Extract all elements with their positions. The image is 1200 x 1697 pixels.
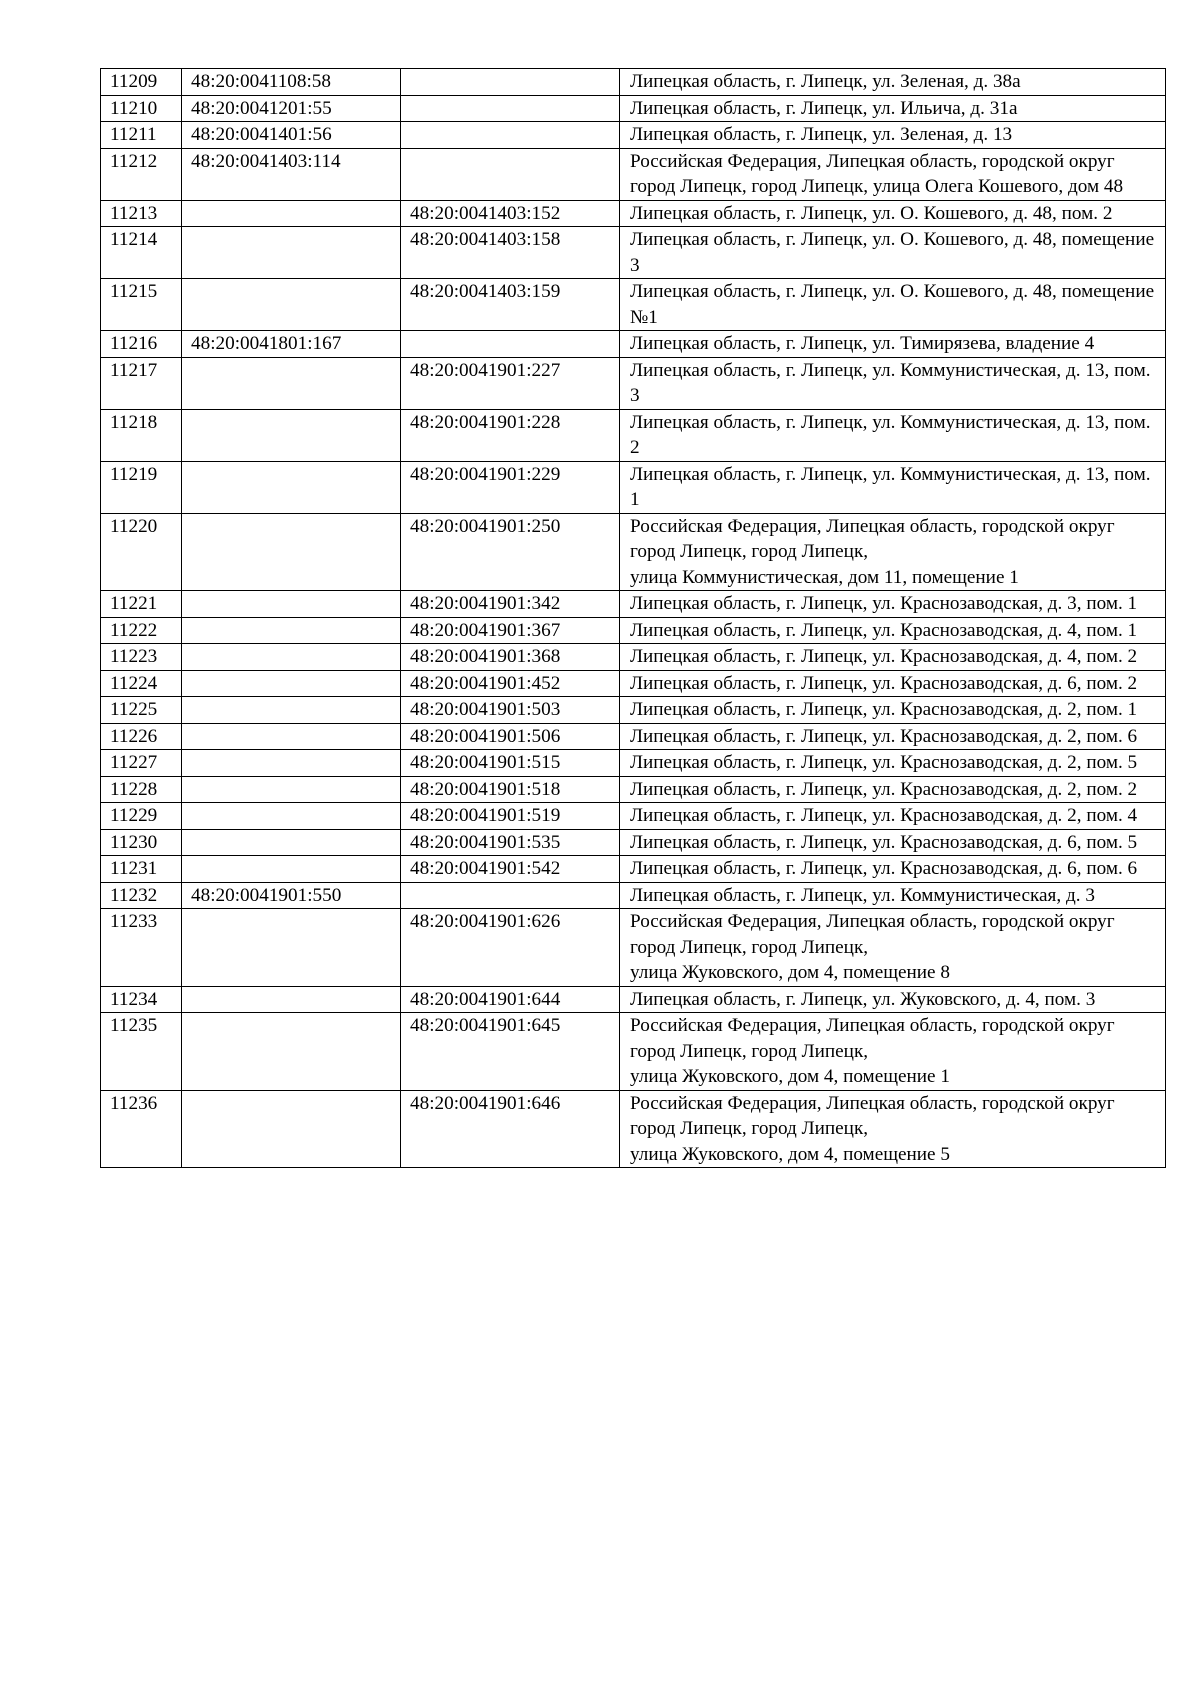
premise-cadastral-number-cell: 48:20:0041901:506 <box>401 723 620 750</box>
land-cadastral-number-cell <box>182 986 401 1013</box>
land-cadastral-number-cell <box>182 357 401 409</box>
table-row <box>101 644 1166 671</box>
row-number-cell: 11222 <box>101 617 182 644</box>
address-cell: Липецкая область, г. Липецк, ул. Краснозаводская, д. 2, пом. 6 <box>620 723 1166 750</box>
land-cadastral-number-cell <box>182 723 401 750</box>
row-number-cell: 11210 <box>101 95 182 122</box>
premise-cadastral-number-cell <box>401 331 620 358</box>
document-page <box>100 68 1165 1168</box>
table-row <box>101 69 1166 96</box>
premise-cadastral-number-cell <box>401 122 620 149</box>
premise-cadastral-number-cell: 48:20:0041901:645 <box>401 1013 620 1091</box>
row-number-cell: 11219 <box>101 461 182 513</box>
table-row <box>101 200 1166 227</box>
table-row <box>101 513 1166 591</box>
address-cell: Российская Федерация, Липецкая область, городской округ город Липецк, город Липецк, улица Жуковского, дом 4, помещение 8 <box>620 909 1166 987</box>
land-cadastral-number-cell <box>182 409 401 461</box>
row-number-cell: 11223 <box>101 644 182 671</box>
address-cell: Липецкая область, г. Липецк, ул. Коммунистическая, д. 13, пом. 2 <box>620 409 1166 461</box>
address-cell: Липецкая область, г. Липецк, ул. Краснозаводская, д. 2, пом. 5 <box>620 750 1166 777</box>
address-cell: Липецкая область, г. Липецк, ул. Краснозаводская, д. 6, пом. 2 <box>620 670 1166 697</box>
land-cadastral-number-cell <box>182 1013 401 1091</box>
premise-cadastral-number-cell: 48:20:0041901:342 <box>401 591 620 618</box>
table-row <box>101 1090 1166 1168</box>
land-cadastral-number-cell: 48:20:0041108:58 <box>182 69 401 96</box>
row-number-cell: 11214 <box>101 227 182 279</box>
row-number-cell: 11218 <box>101 409 182 461</box>
address-cell: Российская Федерация, Липецкая область, городской округ город Липецк, город Липецк, улица Жуковского, дом 4, помещение 5 <box>620 1090 1166 1168</box>
address-cell: Липецкая область, г. Липецк, ул. Тимирязева, владение 4 <box>620 331 1166 358</box>
row-number-cell: 11209 <box>101 69 182 96</box>
address-cell: Липецкая область, г. Липецк, ул. Краснозаводская, д. 6, пом. 6 <box>620 856 1166 883</box>
premise-cadastral-number-cell: 48:20:0041901:515 <box>401 750 620 777</box>
row-number-cell: 11212 <box>101 148 182 200</box>
table-row <box>101 750 1166 777</box>
row-number-cell: 11230 <box>101 829 182 856</box>
land-cadastral-number-cell <box>182 829 401 856</box>
row-number-cell: 11211 <box>101 122 182 149</box>
land-cadastral-number-cell <box>182 513 401 591</box>
table-row <box>101 331 1166 358</box>
row-number-cell: 11221 <box>101 591 182 618</box>
land-cadastral-number-cell: 48:20:0041201:55 <box>182 95 401 122</box>
premise-cadastral-number-cell: 48:20:0041901:518 <box>401 776 620 803</box>
premise-cadastral-number-cell <box>401 95 620 122</box>
premise-cadastral-number-cell: 48:20:0041901:646 <box>401 1090 620 1168</box>
row-number-cell: 11235 <box>101 1013 182 1091</box>
premise-cadastral-number-cell: 48:20:0041901:503 <box>401 697 620 724</box>
row-number-cell: 11227 <box>101 750 182 777</box>
land-cadastral-number-cell <box>182 670 401 697</box>
property-table-body <box>101 69 1166 1168</box>
table-row <box>101 409 1166 461</box>
address-cell: Липецкая область, г. Липецк, ул. Краснозаводская, д. 4, пом. 2 <box>620 644 1166 671</box>
row-number-cell: 11236 <box>101 1090 182 1168</box>
land-cadastral-number-cell <box>182 776 401 803</box>
address-cell: Липецкая область, г. Липецк, ул. О. Кошевого, д. 48, пом. 2 <box>620 200 1166 227</box>
table-row <box>101 776 1166 803</box>
table-row <box>101 723 1166 750</box>
land-cadastral-number-cell <box>182 1090 401 1168</box>
row-number-cell: 11225 <box>101 697 182 724</box>
row-number-cell: 11226 <box>101 723 182 750</box>
address-cell: Липецкая область, г. Липецк, ул. Краснозаводская, д. 2, пом. 2 <box>620 776 1166 803</box>
address-cell: Липецкая область, г. Липецк, ул. Краснозаводская, д. 6, пом. 5 <box>620 829 1166 856</box>
row-number-cell: 11231 <box>101 856 182 883</box>
table-row <box>101 95 1166 122</box>
address-cell: Липецкая область, г. Липецк, ул. О. Кошевого, д. 48, помещение 3 <box>620 227 1166 279</box>
row-number-cell: 11220 <box>101 513 182 591</box>
premise-cadastral-number-cell: 48:20:0041901:519 <box>401 803 620 830</box>
table-row <box>101 856 1166 883</box>
land-cadastral-number-cell <box>182 617 401 644</box>
premise-cadastral-number-cell <box>401 69 620 96</box>
premise-cadastral-number-cell: 48:20:0041901:452 <box>401 670 620 697</box>
row-number-cell: 11213 <box>101 200 182 227</box>
row-number-cell: 11228 <box>101 776 182 803</box>
address-cell: Российская Федерация, Липецкая область, городской округ город Липецк, город Липецк, улица Жуковского, дом 4, помещение 1 <box>620 1013 1166 1091</box>
premise-cadastral-number-cell: 48:20:0041901:228 <box>401 409 620 461</box>
land-cadastral-number-cell <box>182 279 401 331</box>
premise-cadastral-number-cell <box>401 882 620 909</box>
row-number-cell: 11229 <box>101 803 182 830</box>
land-cadastral-number-cell: 48:20:0041401:56 <box>182 122 401 149</box>
row-number-cell: 11233 <box>101 909 182 987</box>
land-cadastral-number-cell: 48:20:0041403:114 <box>182 148 401 200</box>
row-number-cell: 11217 <box>101 357 182 409</box>
premise-cadastral-number-cell: 48:20:0041901:368 <box>401 644 620 671</box>
table-row <box>101 909 1166 987</box>
land-cadastral-number-cell <box>182 227 401 279</box>
address-cell: Липецкая область, г. Липецк, ул. О. Кошевого, д. 48, помещение №1 <box>620 279 1166 331</box>
table-row <box>101 591 1166 618</box>
table-row <box>101 227 1166 279</box>
table-row <box>101 986 1166 1013</box>
address-cell: Липецкая область, г. Липецк, ул. Краснозаводская, д. 3, пом. 1 <box>620 591 1166 618</box>
table-row <box>101 803 1166 830</box>
row-number-cell: 11234 <box>101 986 182 1013</box>
premise-cadastral-number-cell <box>401 148 620 200</box>
row-number-cell: 11232 <box>101 882 182 909</box>
address-cell: Российская Федерация, Липецкая область, городской округ город Липецк, город Липецк, улица Коммунистическая, дом 11, помещение 1 <box>620 513 1166 591</box>
land-cadastral-number-cell <box>182 644 401 671</box>
table-row <box>101 461 1166 513</box>
table-row <box>101 829 1166 856</box>
land-cadastral-number-cell <box>182 461 401 513</box>
address-cell: Липецкая область, г. Липецк, ул. Ильича, д. 31а <box>620 95 1166 122</box>
premise-cadastral-number-cell: 48:20:0041901:250 <box>401 513 620 591</box>
row-number-cell: 11224 <box>101 670 182 697</box>
land-cadastral-number-cell: 48:20:0041901:550 <box>182 882 401 909</box>
land-cadastral-number-cell <box>182 697 401 724</box>
premise-cadastral-number-cell: 48:20:0041901:229 <box>401 461 620 513</box>
premise-cadastral-number-cell: 48:20:0041901:542 <box>401 856 620 883</box>
address-cell: Липецкая область, г. Липецк, ул. Краснозаводская, д. 2, пом. 4 <box>620 803 1166 830</box>
land-cadastral-number-cell <box>182 909 401 987</box>
table-row <box>101 148 1166 200</box>
premise-cadastral-number-cell: 48:20:0041901:367 <box>401 617 620 644</box>
address-cell: Липецкая область, г. Липецк, ул. Коммунистическая, д. 3 <box>620 882 1166 909</box>
property-table <box>100 68 1166 1168</box>
row-number-cell: 11216 <box>101 331 182 358</box>
table-row <box>101 1013 1166 1091</box>
address-cell: Липецкая область, г. Липецк, ул. Зеленая, д. 38а <box>620 69 1166 96</box>
table-row <box>101 279 1166 331</box>
address-cell: Липецкая область, г. Липецк, ул. Краснозаводская, д. 2, пом. 1 <box>620 697 1166 724</box>
premise-cadastral-number-cell: 48:20:0041901:535 <box>401 829 620 856</box>
address-cell: Липецкая область, г. Липецк, ул. Краснозаводская, д. 4, пом. 1 <box>620 617 1166 644</box>
land-cadastral-number-cell <box>182 750 401 777</box>
address-cell: Липецкая область, г. Липецк, ул. Коммунистическая, д. 13, пом. 3 <box>620 357 1166 409</box>
address-cell: Липецкая область, г. Липецк, ул. Коммунистическая, д. 13, пом. 1 <box>620 461 1166 513</box>
address-cell: Липецкая область, г. Липецк, ул. Зеленая, д. 13 <box>620 122 1166 149</box>
table-row <box>101 882 1166 909</box>
premise-cadastral-number-cell: 48:20:0041901:626 <box>401 909 620 987</box>
land-cadastral-number-cell <box>182 591 401 618</box>
premise-cadastral-number-cell: 48:20:0041901:644 <box>401 986 620 1013</box>
address-cell: Липецкая область, г. Липецк, ул. Жуковского, д. 4, пом. 3 <box>620 986 1166 1013</box>
row-number-cell: 11215 <box>101 279 182 331</box>
premise-cadastral-number-cell: 48:20:0041901:227 <box>401 357 620 409</box>
table-row <box>101 697 1166 724</box>
land-cadastral-number-cell <box>182 803 401 830</box>
premise-cadastral-number-cell: 48:20:0041403:158 <box>401 227 620 279</box>
table-row <box>101 617 1166 644</box>
table-row <box>101 670 1166 697</box>
premise-cadastral-number-cell: 48:20:0041403:159 <box>401 279 620 331</box>
land-cadastral-number-cell <box>182 200 401 227</box>
land-cadastral-number-cell: 48:20:0041801:167 <box>182 331 401 358</box>
premise-cadastral-number-cell: 48:20:0041403:152 <box>401 200 620 227</box>
table-row <box>101 122 1166 149</box>
address-cell: Российская Федерация, Липецкая область, городской округ город Липецк, город Липецк, улица Олега Кошевого, дом 48 <box>620 148 1166 200</box>
table-row <box>101 357 1166 409</box>
land-cadastral-number-cell <box>182 856 401 883</box>
